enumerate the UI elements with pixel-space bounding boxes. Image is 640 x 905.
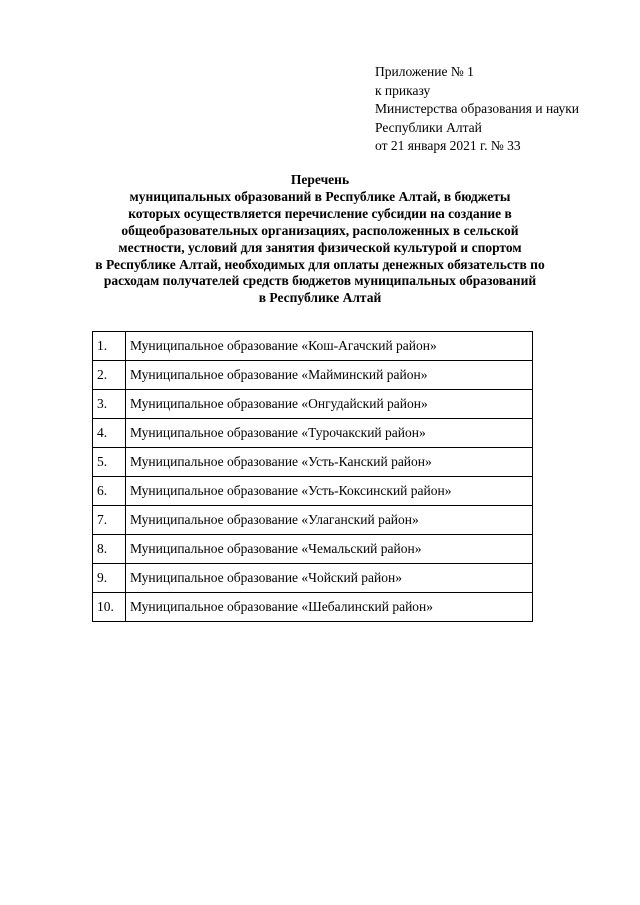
approval-line: Министерства образования и науки bbox=[375, 101, 580, 116]
row-number: 6. bbox=[93, 477, 126, 506]
row-number: 9. bbox=[93, 564, 126, 593]
table-row bbox=[93, 593, 533, 622]
municipality-name: Муниципальное образование «Майминский район» bbox=[126, 361, 533, 390]
title-line: общеобразовательных организациях, расположенных в сельской bbox=[121, 222, 519, 238]
municipalities-table bbox=[92, 331, 533, 622]
title-line: которых осуществляется перечисление субсидии на создание в bbox=[128, 205, 512, 221]
municipality-name: Муниципальное образование «Онгудайский район» bbox=[126, 390, 533, 419]
table-row bbox=[93, 448, 533, 477]
table-row bbox=[93, 564, 533, 593]
municipality-name: Муниципальное образование «Шебалинский район» bbox=[126, 593, 533, 622]
municipality-name: Муниципальное образование «Усть-Канский район» bbox=[126, 448, 533, 477]
row-number: 8. bbox=[93, 535, 126, 564]
table-row bbox=[93, 419, 533, 448]
document-title bbox=[80, 172, 560, 307]
row-number: 1. bbox=[93, 332, 126, 361]
approval-line: Приложение № 1 bbox=[375, 64, 474, 79]
row-number: 7. bbox=[93, 506, 126, 535]
table-row bbox=[93, 361, 533, 390]
row-number: 5. bbox=[93, 448, 126, 477]
table-row bbox=[93, 535, 533, 564]
municipality-name: Муниципальное образование «Улаганский район» bbox=[126, 506, 533, 535]
municipality-name: Муниципальное образование «Чойский район» bbox=[126, 564, 533, 593]
municipality-name: Муниципальное образование «Чемальский район» bbox=[126, 535, 533, 564]
title-line: Перечень bbox=[290, 172, 350, 187]
approval-block bbox=[375, 63, 579, 156]
approval-line: Республики Алтай bbox=[375, 119, 482, 135]
row-number: 3. bbox=[93, 390, 126, 419]
municipality-name: Муниципальное образование «Кош-Агачский район» bbox=[126, 332, 533, 361]
row-number: 2. bbox=[93, 361, 126, 390]
row-number: 10. bbox=[93, 593, 126, 622]
municipality-name: Муниципальное образование «Турочакский район» bbox=[126, 419, 533, 448]
title-line: муниципальных образований в Республике Алтай, в бюджеты bbox=[129, 188, 511, 204]
approval-line: к приказу bbox=[375, 82, 431, 98]
title-line: в Республике Алтай, необходимых для оплаты денежных обязательств по bbox=[95, 256, 545, 272]
approval-line: от 21 января 2021 г. № 33 bbox=[375, 138, 521, 153]
table-row bbox=[93, 506, 533, 535]
table-row bbox=[93, 390, 533, 419]
row-number: 4. bbox=[93, 419, 126, 448]
table-row bbox=[93, 332, 533, 361]
title-line: местности, условий для занятия физической культурой и спортом bbox=[118, 239, 522, 255]
title-line: в Республике Алтай bbox=[258, 290, 382, 306]
table-row bbox=[93, 477, 533, 506]
municipality-name: Муниципальное образование «Усть-Коксинский район» bbox=[126, 477, 533, 506]
title-line: расходам получателей средств бюджетов муниципальных образований bbox=[103, 273, 537, 289]
